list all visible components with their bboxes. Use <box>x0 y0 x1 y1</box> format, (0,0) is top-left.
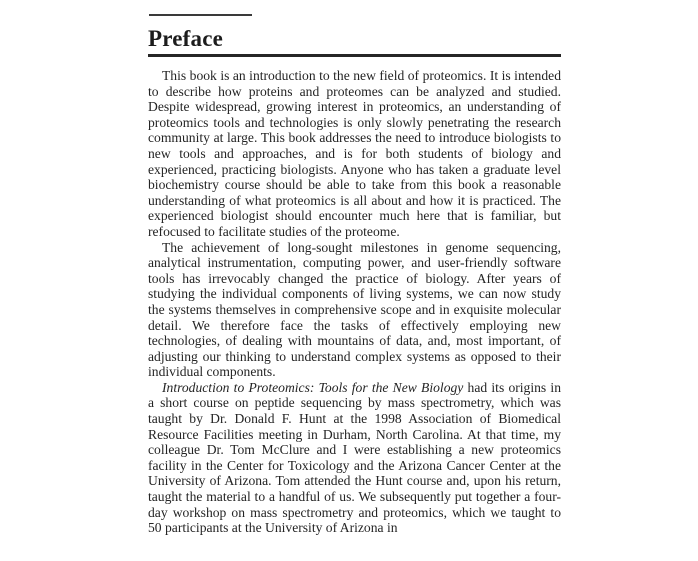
heading-top-rule <box>149 14 252 16</box>
heading-bottom-rule <box>148 54 561 57</box>
paragraph-3 <box>148 380 561 536</box>
page-title: Preface <box>148 26 224 51</box>
preface-body <box>148 68 561 536</box>
text-column <box>148 0 561 561</box>
book-title-italic: Introduction to Proteomics: Tools for the New Biology <box>162 379 464 395</box>
paragraph-2: The achievement of long-sought milestones in genome sequencing, analytical instrumentation, computing power, and user-friendly software tools has irrevocably changed the practice of biology. After years of studying the individual components of living systems, we can now study the systems themselves in comprehensive scope and in exquisite molecular detail. We therefore face the tasks of effectively employing new technologies, of dealing with mountains of data, and, most important, of adjusting our thinking to understand complex systems as opposed to their individual components. <box>148 239 561 380</box>
paragraph-3-rest: had its origins in a short course on peptide sequencing by mass spectrometry, which was taught by Dr. Donald F. Hunt at the 1998 Association of Biomedical Resource Facilities meeting in Durham, North Carolina. At that time, my colleague Dr. Tom McClure and I were establishing a new proteomics facility in the Center for Toxicology and the Arizona Cancer Center at the University of Arizona. Tom attended the Hunt course and, upon his return, taught the material to a handful of us. We subsequently put together a four-day workshop on mass spectrometry and proteomics, which we taught to 50 participants at the University of Arizona in <box>148 379 561 536</box>
paragraph-1: This book is an introduction to the new field of proteomics. It is intended to describe how proteins and proteomes can be analyzed and studied. Despite widespread, growing interest in proteomics, an understanding of proteomics tools and technologies is only slowly penetrating the research community at large. This book addresses the need to introduce biologists to new tools and approaches, and is for both students of biology and experienced, practicing biologists. Anyone who has taken a graduate level biochemistry course should be able to take from this book a reasonable understanding of what proteomics is all about and how it is practiced. The experienced biologist should encounter much here that is familiar, but refocused to facilitate studies of the proteome. <box>148 68 561 239</box>
